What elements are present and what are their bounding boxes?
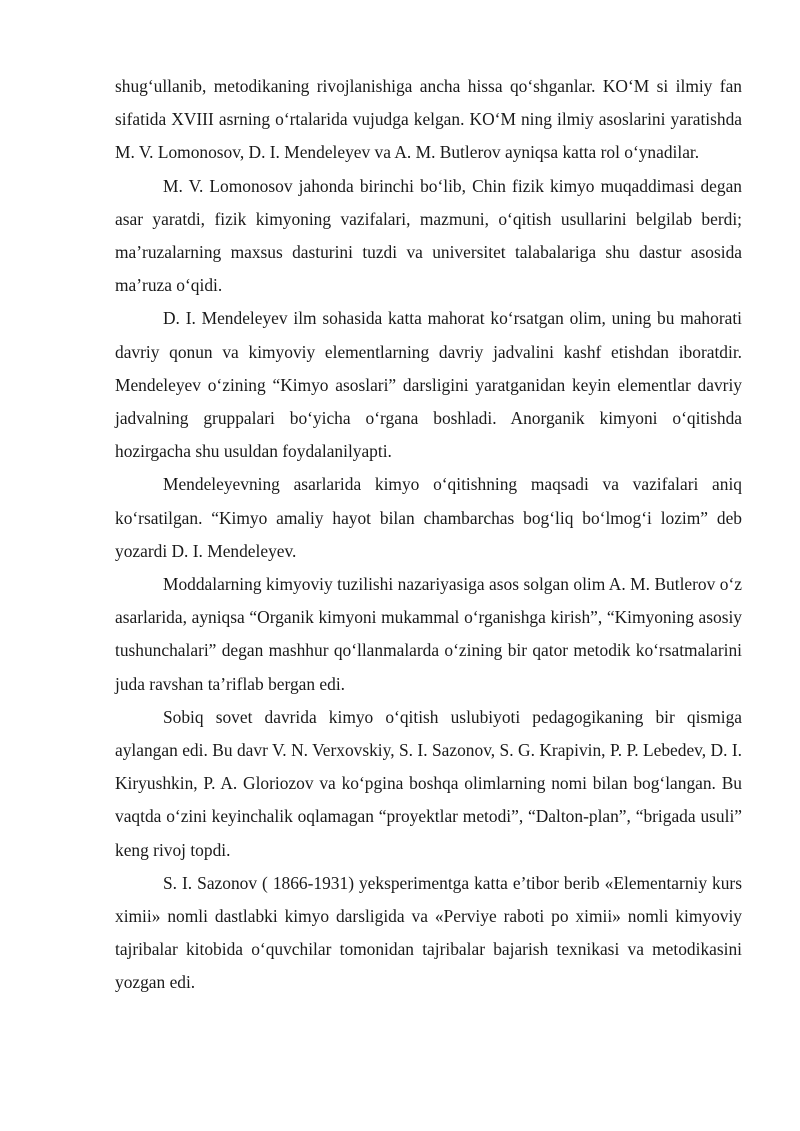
paragraph-7: S. I. Sazonov ( 1866-1931) yeksperimentga katta e’tibor berib «Elementarniy kurs ximii» nomli dastlabki kimyo darsligida va «Perviye raboti po ximii» nomli kimyoviy tajribalar kitobida o‘quvchilar tomonidan tajribalar bajarish texnikasi va metodikasini yozgan edi. <box>115 872 742 993</box>
paragraph-3: D. I. Mendeleyev ilm sohasida katta mahorat ko‘rsatgan olim, uning bu mahorati davriy qonun va kimyoviy elementlarning davriy jadvalini kashf etishdan iboratdir. Mendeleyev o‘zining “Kimyo asoslari” darsligini yaratganidan keyin elementlar davriy jadvalning gruppalari bo‘yicha o‘rgana boshladi. Anorganik kimyoni o‘qitishda hozirgacha shu usuldan foydalanilyapti. <box>115 308 742 462</box>
paragraph-6: Sobiq sovet davrida kimyo o‘qitish uslubiyoti pedagogikaning bir qismiga aylangan edi. Bu davr V. N. Verxovskiy, S. I. Sazonov, S. G. Krapivin, P. P. Lebedev, D. I. Kiryushkin, P. A. Gloriozov va ko‘pgina boshqa olimlarning nomi bilan bog‘langan. Bu vaqtda o‘zini keyinchalik oqlamagan “proyektlar metodi”, “Dalton-plan”, “brigada usuli” keng rivoj topdi. <box>115 706 742 860</box>
paragraph-1: shug‘ullanib, metodikaning rivojlanishiga ancha hissa qo‘shganlar. KO‘M si ilmiy fan sifatida XVIII asrning o‘rtalarida vujudga kelgan. KO‘M ning ilmiy asoslarini yaratishda M. V. Lomonosov, D. I. Mendeleyev va A. M. Butlerov ayniqsa katta rol o‘ynadilar. <box>115 76 742 163</box>
paragraph-4: Mendeleyevning asarlarida kimyo o‘qitishning maqsadi va vazifalari aniq ko‘rsatilgan. “Kimyo amaliy hayot bilan chambarchas bog‘liq bo‘lmog‘i lozim” deb yozardi D. I. Mendeleyev. <box>115 474 742 561</box>
paragraph-2: M. V. Lomonosov jahonda birinchi bo‘lib, Chin fizik kimyo muqaddimasi degan asar yaratdi, fizik kimyoning vazifalari, mazmuni, o‘qitish usullarini belgilab berdi; ma’ruzalarning maxsus dasturini tuzdi va universitet talabalariga shu dastur asosida ma’ruza o‘qidi. <box>115 175 742 296</box>
document-page <box>115 70 742 1000</box>
paragraph-5: Moddalarning kimyoviy tuzilishi nazariyasiga asos solgan olim A. M. Butlerov o‘z asarlarida, ayniqsa “Organik kimyoni mukammal o‘rganishga kirish”, “Kimyoning asosiy tushunchalari” degan mashhur qo‘llanmalarda o‘zining bir qator metodik ko‘rsatmalarini juda ravshan ta’riflab bergan edi. <box>115 574 742 694</box>
